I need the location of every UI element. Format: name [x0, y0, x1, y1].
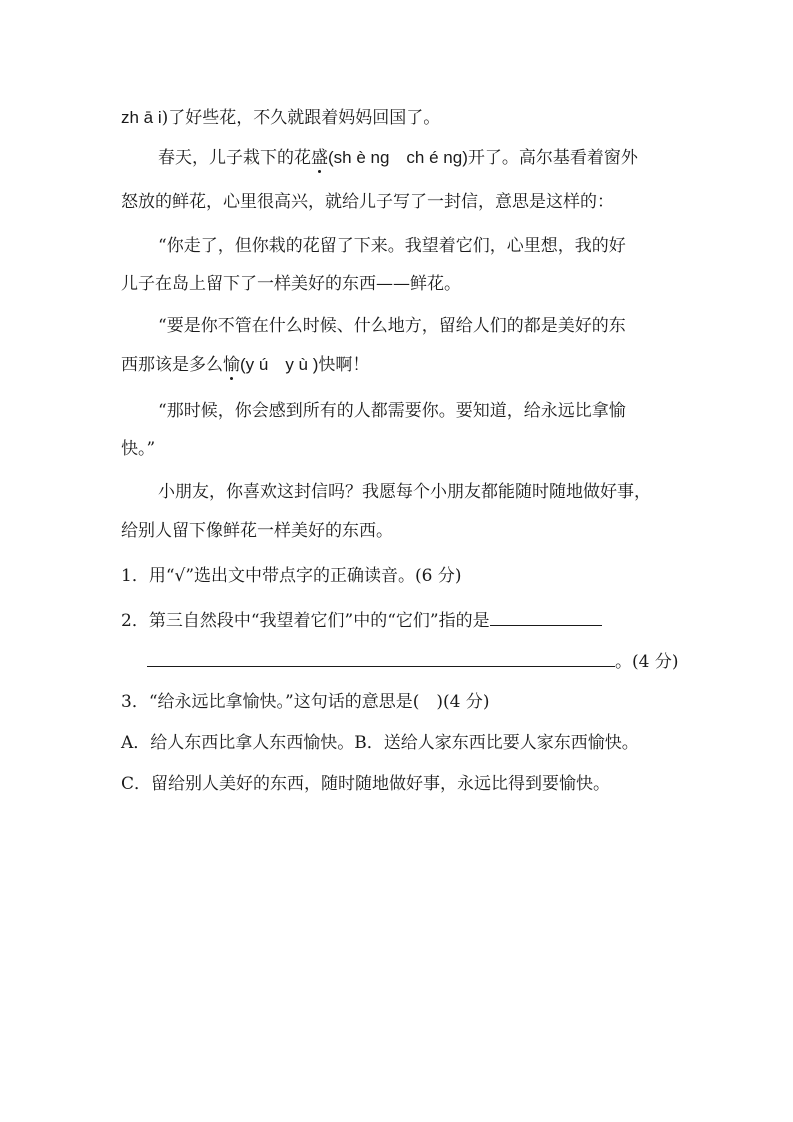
passage-p4-line-1: “要是你不管在什么时候、什么地方，留给人们的都是美好的东 — [158, 316, 626, 336]
p2-text-a: 春天，儿子栽下的花 — [158, 148, 311, 168]
p4-text-b: 快啊！ — [318, 355, 370, 375]
question-2-line-2 — [147, 648, 678, 674]
question-2-text: 2．第三自然段中“我望着它们”中的“它们”指的是 — [121, 611, 490, 631]
passage-p3-line-2: 儿子在岛上留下了一样美好的东西——鲜花。 — [121, 274, 461, 294]
dotted-char-sheng: 盛 — [311, 148, 328, 168]
question-2-line-1 — [121, 607, 602, 633]
dotted-char-yu: 愉 — [223, 355, 240, 375]
p4-text-a: 西那该是多么 — [121, 355, 223, 375]
question-3: 3．“给永远比拿愉快。”这句话的意思是( )(4 分) — [121, 692, 490, 712]
pinyin-sheng-cheng: (sh è ng ch é ng) — [328, 148, 468, 167]
line-1-text: )了好些花，不久就跟着妈妈回国了。 — [161, 108, 441, 128]
option-c: C．留给别人美好的东西，随时随地做好事，永远比得到要愉快。 — [121, 774, 611, 794]
passage-p2-line-1 — [158, 146, 638, 170]
answer-blank-q2-b[interactable] — [147, 648, 615, 667]
question-1: 1．用“√”选出文中带点字的正确读音。(6 分) — [121, 566, 462, 586]
p2-text-b: 开了。高尔基看着窗外 — [467, 148, 638, 168]
passage-p5-line-1: “那时候，你会感到所有的人都需要你。要知道，给永远比拿愉 — [158, 401, 626, 421]
passage-line-1 — [121, 106, 440, 130]
passage-p2-line-2: 怒放的鲜花，心里很高兴，就给儿子写了一封信，意思是这样的： — [121, 192, 614, 212]
passage-p3-line-1: “你走了，但你栽的花留了下来。我望着它们，心里想，我的好 — [158, 236, 626, 256]
answer-blank-q2-a[interactable] — [490, 607, 602, 626]
pinyin-yu: (y ú y ù ) — [240, 355, 319, 374]
option-a-b: A．给人东西比拿人东西愉快。B．送给人家东西比要人家东西愉快。 — [121, 733, 639, 753]
question-2-score: 。(4 分) — [615, 652, 679, 672]
passage-p6-line-2: 给别人留下像鲜花一样美好的东西。 — [121, 521, 393, 541]
pinyin-zhai: zh ā i — [121, 108, 162, 127]
passage-p5-line-2: 快。” — [121, 439, 156, 459]
passage-p6-line-1: 小朋友，你喜欢这封信吗？我愿每个小朋友都能随时随地做好事， — [158, 482, 651, 502]
passage-p4-line-2 — [121, 353, 369, 377]
